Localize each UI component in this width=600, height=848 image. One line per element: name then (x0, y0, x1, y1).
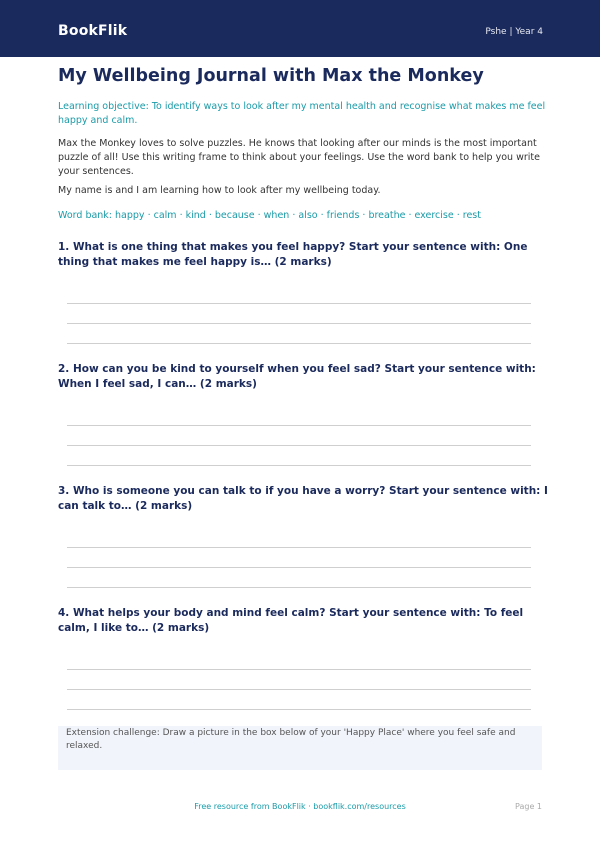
answer-line[interactable] (67, 425, 531, 426)
question-3: 3. Who is someone you can talk to if you have a worry? Start your sentence with: I can talk to… (2 marks) (58, 485, 548, 512)
footer-resource-link[interactable]: Free resource from BookFlik · bookflik.com/resources (194, 802, 406, 811)
answer-line[interactable] (67, 465, 531, 466)
subject-year-label: Pshe | Year 4 (485, 27, 543, 37)
question-4: 4. What helps your body and mind feel calm? Start your sentence with: To feel calm, I like to… (2 marks) (58, 607, 524, 634)
answer-line[interactable] (67, 445, 531, 446)
answer-line[interactable] (67, 689, 531, 690)
page-header (0, 0, 600, 57)
answer-line[interactable] (67, 323, 531, 324)
answer-line[interactable] (67, 587, 531, 588)
word-bank: Word bank: happy · calm · kind · because · when · also · friends · breathe · exercise · rest (58, 210, 481, 221)
learning-objective: Learning objective: To identify ways to look after my mental health and recognise what makes me feel happy and calm. (58, 101, 546, 126)
answer-line[interactable] (67, 669, 531, 670)
answer-line[interactable] (67, 709, 531, 710)
question-2: 2. How can you be kind to yourself when you feel sad? Start your sentence with: When I feel sad, I can… (2 marks) (58, 363, 536, 390)
extension-challenge-text: Extension challenge: Draw a picture in the box below of your 'Happy Place' where you feel safe and relaxed. (66, 728, 516, 751)
brand-logo: BookFlik (58, 23, 128, 39)
page-title: My Wellbeing Journal with Max the Monkey (58, 66, 484, 86)
name-sentence: My name is and I am learning how to look after my wellbeing today. (58, 185, 381, 196)
extension-challenge-box[interactable] (58, 726, 542, 770)
question-1: 1. What is one thing that makes you feel happy? Start your sentence with: One thing that makes me feel happy is… (2 marks) (58, 241, 528, 268)
answer-line[interactable] (67, 303, 531, 304)
answer-line[interactable] (67, 343, 531, 344)
answer-line[interactable] (67, 567, 531, 568)
intro-paragraph: Max the Monkey loves to solve puzzles. He knows that looking after our minds is the most important puzzle of all! Use this writing frame to think about your feelings. Use the word bank to help you write your sentences. (58, 138, 540, 177)
page-number: Page 1 (515, 802, 542, 811)
answer-line[interactable] (67, 547, 531, 548)
